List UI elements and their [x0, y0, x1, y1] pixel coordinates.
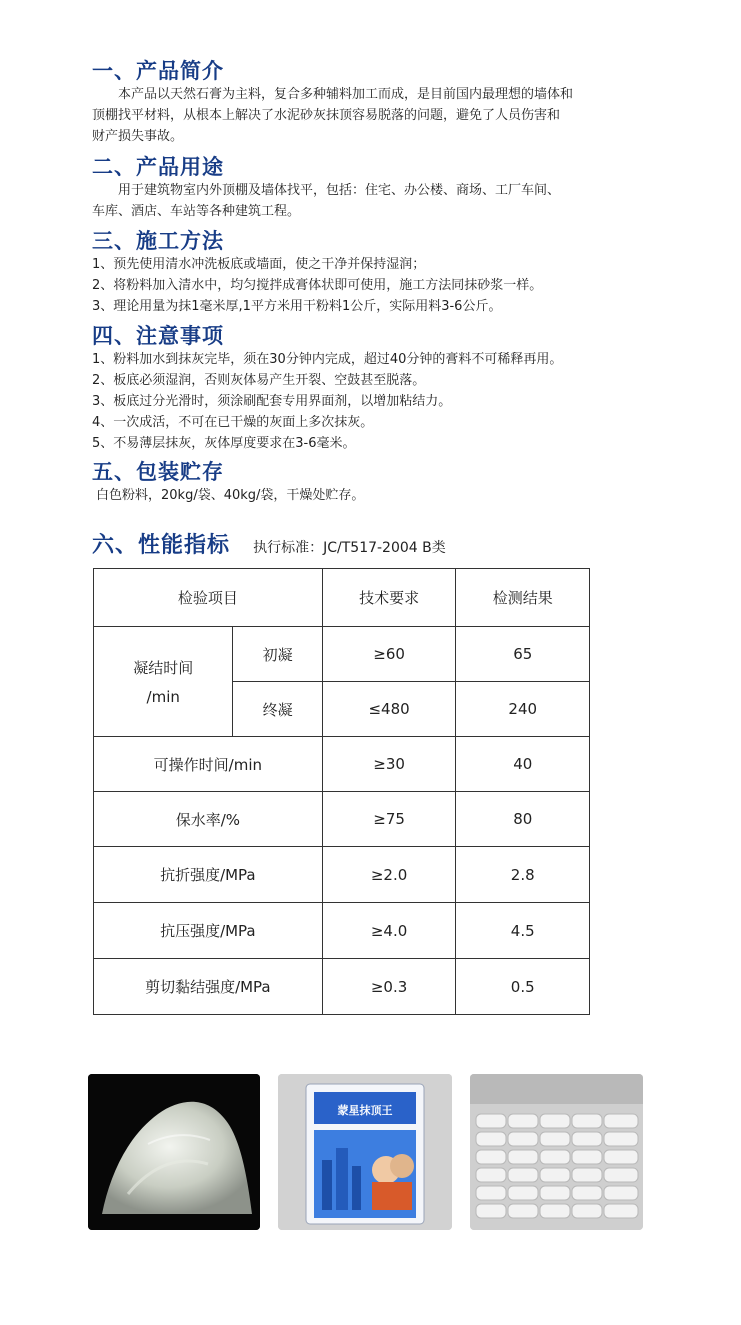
- list-item: 3、理论用量为抹1毫米厚,1平方米用干粉料1公斤，实际用料3-6公斤。: [92, 299, 502, 314]
- table-cell: 抗折强度/MPa: [94, 847, 323, 903]
- paragraph-line: 本产品以天然石膏为主料，复合多种辅料加工而成，是目前国内最理想的墙体和: [118, 87, 574, 102]
- table-cell: ≥4.0: [322, 903, 456, 959]
- table-cell: 40: [456, 737, 590, 792]
- warehouse-stack-image: [470, 1074, 643, 1230]
- powder-pile-image: [88, 1074, 260, 1230]
- table-header: 检验项目: [94, 569, 323, 627]
- paragraph-line: 财产损失事故。: [92, 129, 184, 144]
- spec-table: [93, 568, 590, 1015]
- list-item: 2、板底必须湿润，否则灰体易产生开裂、空鼓甚至脱落。: [92, 373, 426, 388]
- paragraph-line: 车库、酒店、车站等各种建筑工程。: [92, 204, 301, 219]
- product-bag-photo: [278, 1074, 452, 1230]
- table-cell: 65: [456, 627, 590, 682]
- table-row: [94, 627, 590, 682]
- table-cell: 4.5: [456, 903, 590, 959]
- table-cell: 终凝: [233, 682, 322, 737]
- list-item: 1、粉料加水到抹灰完毕，须在30分钟内完成，超过40分钟的膏料不可稀释再用。: [92, 352, 563, 367]
- section-specs: [92, 533, 701, 559]
- section-heading: 四、注意事项: [92, 324, 224, 348]
- table-row: [94, 959, 590, 1015]
- section-usage: [92, 154, 701, 222]
- table-cell: ≥2.0: [322, 847, 456, 903]
- table-cell: 80: [456, 792, 590, 847]
- list-item: 1、预先使用清水冲洗板底或墙面，使之干净并保持湿润；: [92, 257, 426, 272]
- product-bag-image: [278, 1074, 452, 1230]
- setting-time-label: [94, 627, 233, 737]
- setting-time-unit: /min: [146, 688, 180, 706]
- table-row: [94, 847, 590, 903]
- section-packaging: [92, 459, 701, 506]
- setting-time-label-line: 凝结时间: [133, 659, 194, 677]
- table-cell: ≥75: [322, 792, 456, 847]
- table-cell: 抗压强度/MPa: [94, 903, 323, 959]
- table-cell: ≥30: [322, 737, 456, 792]
- list-item: 3、板底过分光滑时，须涂刷配套专用界面剂，以增加粘结力。: [92, 394, 452, 409]
- paragraph-line: 白色粉料，20kg/袋、40kg/袋，干燥处贮存。: [96, 488, 365, 503]
- table-cell: ≤480: [322, 682, 456, 737]
- bag-label-text: 蒙星抹顶王: [337, 1104, 393, 1117]
- table-row: [94, 792, 590, 847]
- list-item: 5、不易薄层抹灰，灰体厚度要求在3-6毫米。: [92, 436, 356, 451]
- section-heading: 五、包装贮存: [92, 460, 224, 484]
- table-cell: 初凝: [233, 627, 322, 682]
- list-item: 2、将粉料加入清水中，均匀搅拌成膏体状即可使用，施工方法同抹砂浆一样。: [92, 278, 543, 293]
- table-cell: 剪切黏结强度/MPa: [94, 959, 323, 1015]
- section-intro: [92, 58, 701, 147]
- warehouse-photo: [470, 1074, 643, 1230]
- section-heading: 六、性能指标: [92, 533, 231, 558]
- table-cell: 2.8: [456, 847, 590, 903]
- section-heading: 一、产品简介: [92, 59, 224, 83]
- table-header: 技术要求: [322, 569, 456, 627]
- table-header: 检测结果: [456, 569, 590, 627]
- standard-label: 执行标准：JC/T517-2004 B类: [253, 540, 446, 556]
- table-cell: ≥0.3: [322, 959, 456, 1015]
- paragraph-line: 用于建筑物室内外顶棚及墙体找平，包括：住宅、办公楼、商场、工厂车间、: [118, 183, 561, 198]
- section-heading: 三、施工方法: [92, 229, 224, 253]
- paragraph-line: 顶棚找平材料，从根本上解决了水泥砂灰抹顶容易脱落的问题，避免了人员伤害和: [92, 108, 561, 123]
- table-cell: ≥60: [322, 627, 456, 682]
- table-cell: 240: [456, 682, 590, 737]
- powder-photo: [88, 1074, 260, 1230]
- table-row: [94, 903, 590, 959]
- table-row: [94, 737, 590, 792]
- section-heading: 二、产品用途: [92, 155, 224, 179]
- list-item: 4、一次成活，不可在已干燥的灰面上多次抹灰。: [92, 415, 374, 430]
- table-cell: 保水率/%: [94, 792, 323, 847]
- table-header-row: [94, 569, 590, 627]
- table-cell: 0.5: [456, 959, 590, 1015]
- section-method: [92, 228, 701, 317]
- section-notes: [92, 323, 701, 454]
- table-cell: 可操作时间/min: [94, 737, 323, 792]
